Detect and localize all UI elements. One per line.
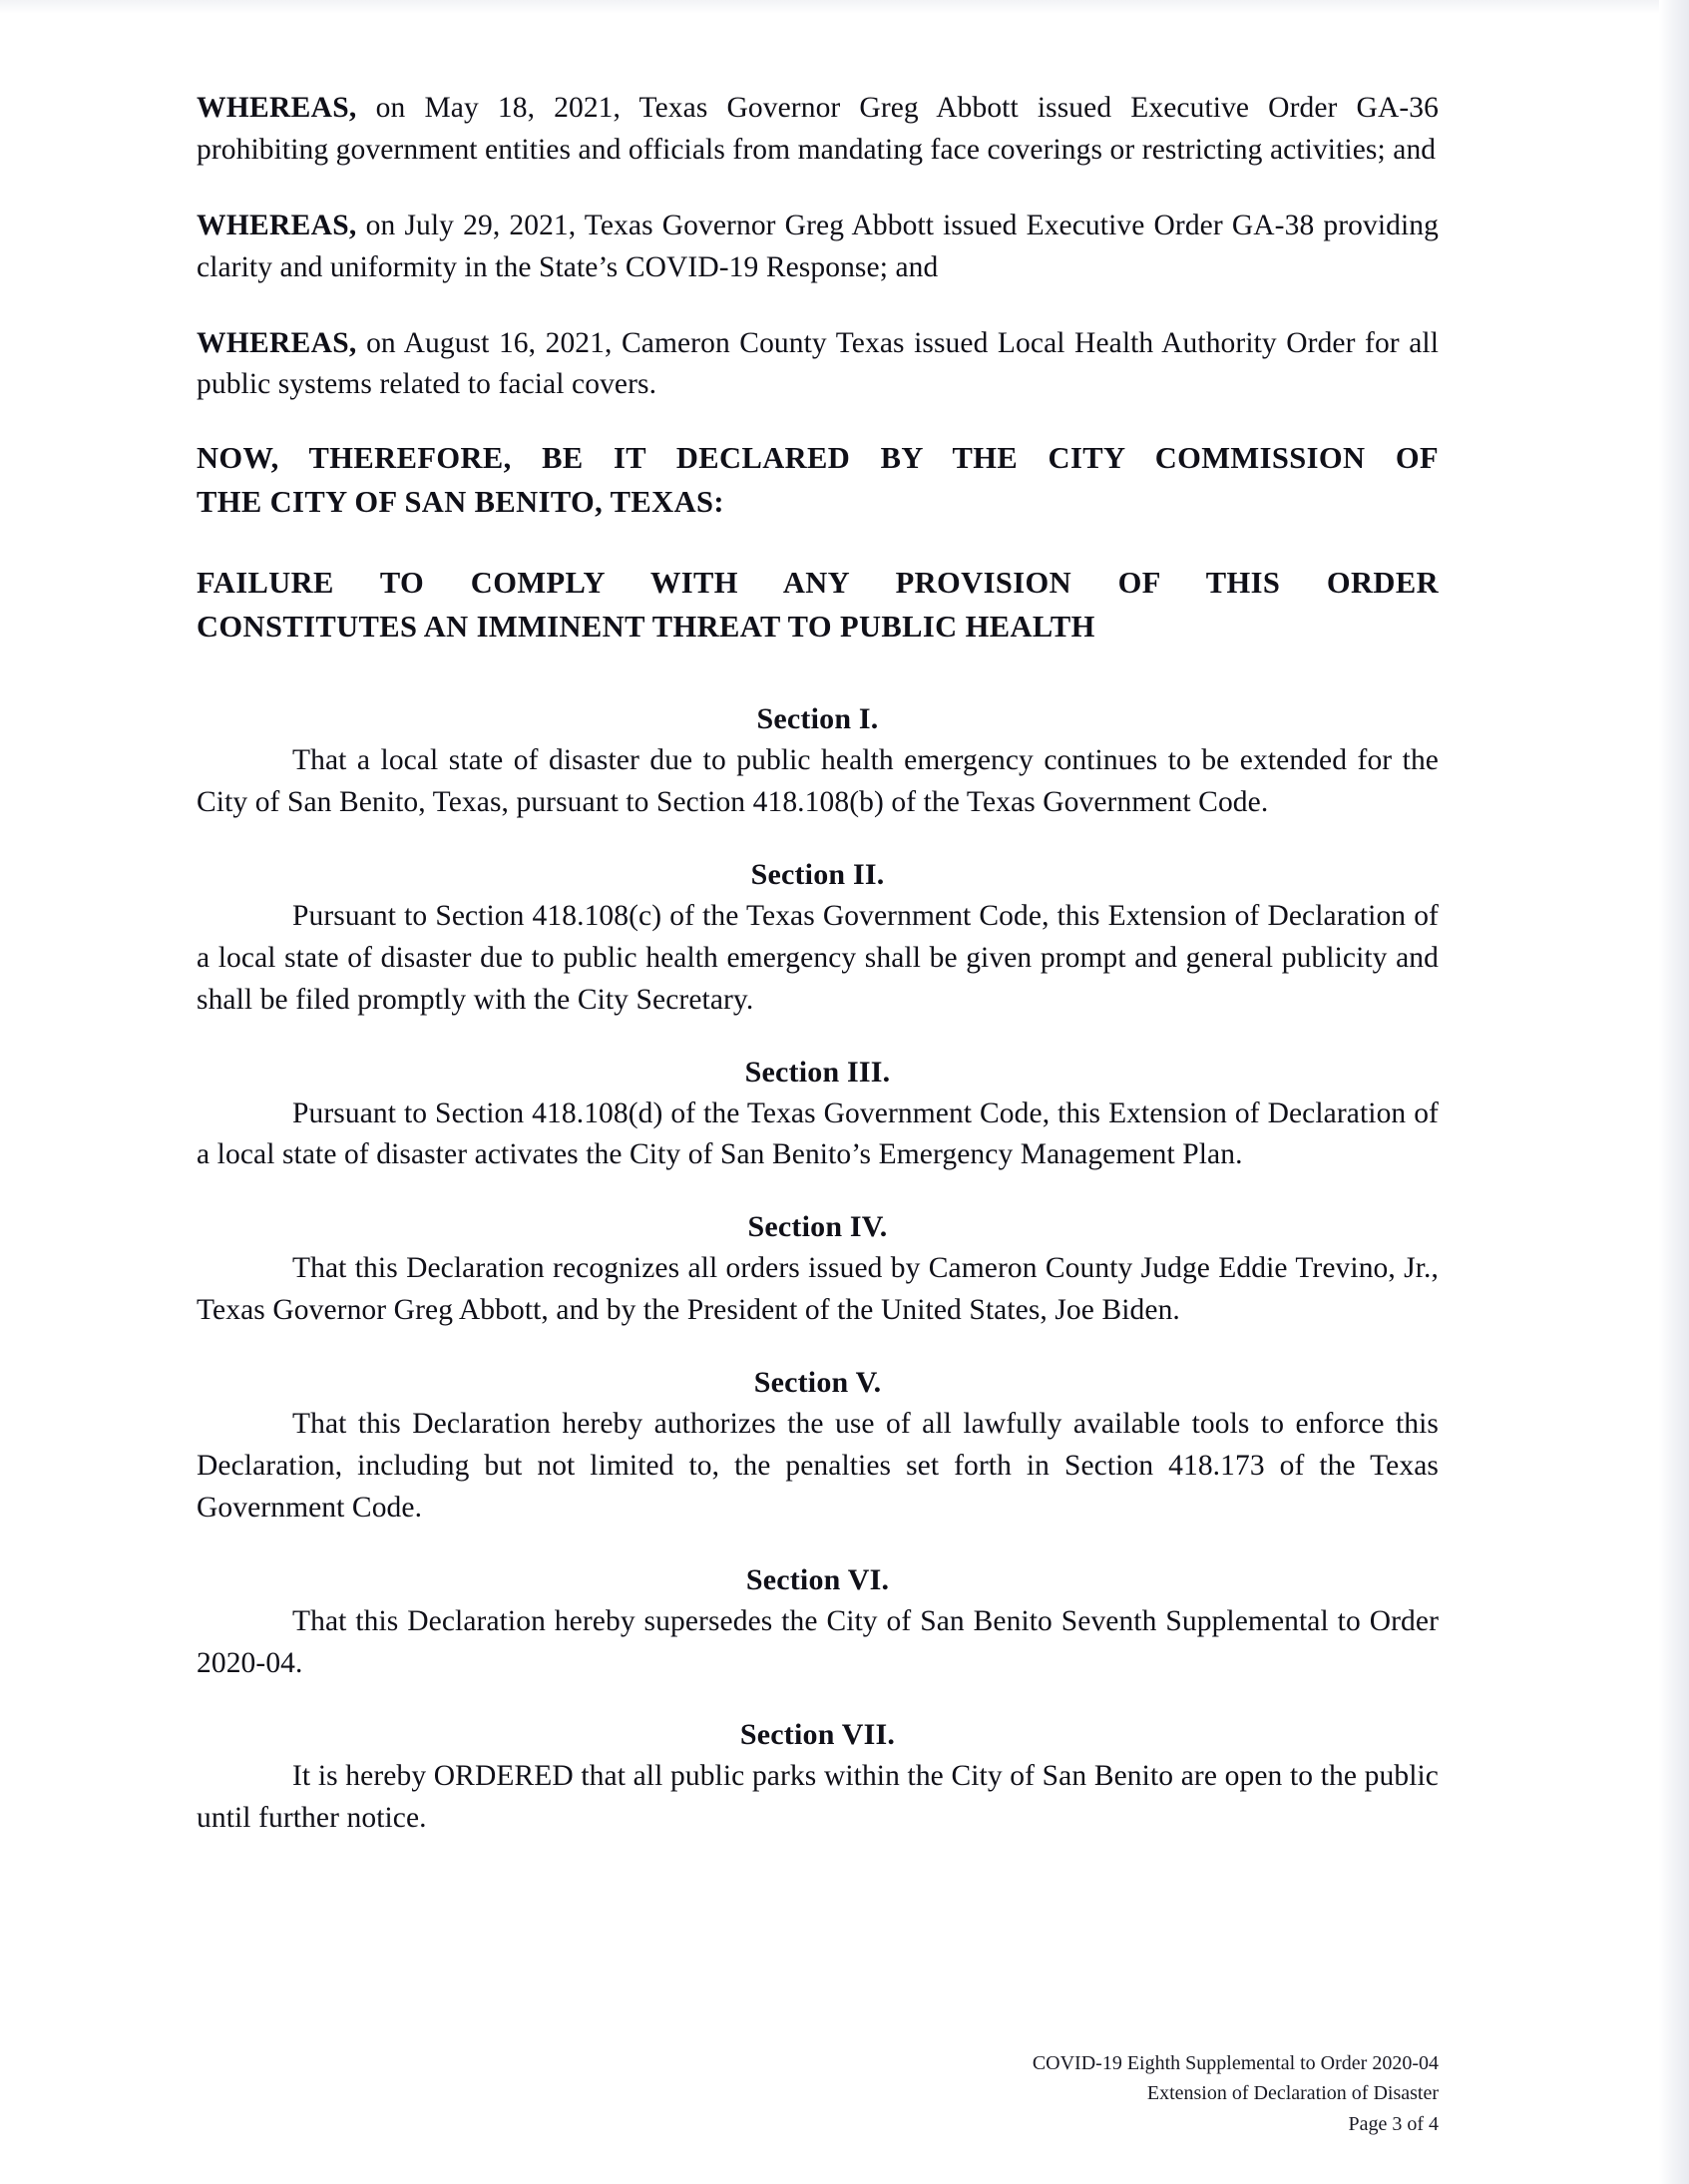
section-heading: Section I. bbox=[756, 702, 879, 736]
section-body: That this Declaration hereby authorizes the use of all lawfully available tools to enforce this Declaration, including but not limited to, the penalties set forth in Section 418.173 of the Texas Government Code. bbox=[197, 1408, 1439, 1524]
declaration-line: FAILURE TO COMPLY WITH ANY PROVISION OF THIS ORDER bbox=[197, 565, 1439, 600]
section-block-v bbox=[197, 1366, 1439, 1529]
section-block-iv bbox=[197, 1210, 1439, 1332]
section-heading: Section VI. bbox=[745, 1562, 890, 1596]
scan-page-edge-line bbox=[1660, 0, 1662, 2184]
section-heading: Section II. bbox=[750, 857, 885, 891]
section-heading: Section VII. bbox=[739, 1718, 896, 1752]
spacer bbox=[197, 684, 1439, 702]
section-block-ii bbox=[197, 858, 1439, 1022]
section-body: Pursuant to Section 418.108(c) of the Texas Government Code, this Extension of Declaration of a local state of disaster due to public health emergency shall be given prompt and general publicity and shall be filed promptly with the City Secretary. bbox=[197, 899, 1439, 1016]
recital-lead: WHEREAS, bbox=[197, 326, 357, 359]
footer-page-number: Page 3 of 4 bbox=[1348, 2112, 1439, 2135]
section-body: That this Declaration recognizes all orders issued by Cameron County Judge Eddie Trevino, Jr., Texas Governor Greg Abbott, and by the President of the United States, Joe Biden. bbox=[197, 1252, 1439, 1327]
declaration-line: NOW, THEREFORE, BE IT DECLARED BY THE CITY COMMISSION OF bbox=[197, 441, 1439, 476]
recital-text: on July 29, 2021, Texas Governor Greg Abbott issued Executive Order GA-38 providing clarity and uniformity in the State’s COVID-19 Response; and bbox=[197, 209, 1439, 283]
section-body: Pursuant to Section 418.108(d) of the Texas Government Code, this Extension of Declaration of a local state of disaster activates the City of San Benito’s Emergency Management Plan. bbox=[197, 1096, 1439, 1171]
section-heading: Section IV. bbox=[747, 1210, 888, 1244]
recital-paragraph bbox=[197, 206, 1439, 289]
section-body: It is hereby ORDERED that all public parks within the City of San Benito are open to the public until further notice. bbox=[197, 1760, 1439, 1835]
declaration-line: CONSTITUTES AN IMMINENT THREAT TO PUBLIC HEALTH bbox=[197, 609, 1095, 644]
footer-document-subtitle: Extension of Declaration of Disaster bbox=[1146, 2082, 1439, 2105]
recital-paragraph bbox=[197, 323, 1439, 407]
section-block-iii bbox=[197, 1056, 1439, 1177]
declaration-heading-now-therefore bbox=[197, 436, 1439, 524]
section-body: That a local state of disaster due to public health emergency continues to be extended for the City of San Benito, Texas, pursuant to Section 418.108(b) of the Texas Government Code. bbox=[197, 744, 1439, 818]
section-body: That this Declaration hereby supersedes the City of San Benito Seventh Supplemental to Order 2020-04. bbox=[197, 1604, 1439, 1679]
footer-document-title: COVID-19 Eighth Supplemental to Order 2020-04 bbox=[1032, 2052, 1439, 2074]
scan-right-edge-shadow bbox=[1659, 0, 1689, 2184]
section-heading: Section III. bbox=[744, 1055, 891, 1089]
recital-lead: WHEREAS, bbox=[197, 92, 357, 124]
section-heading: Section V. bbox=[753, 1366, 882, 1399]
document-body bbox=[197, 88, 1439, 1840]
recital-lead: WHEREAS, bbox=[197, 209, 357, 241]
scan-top-edge bbox=[0, 0, 1689, 14]
section-block-vii bbox=[197, 1718, 1439, 1840]
recital-paragraph bbox=[197, 88, 1439, 172]
section-block-vi bbox=[197, 1563, 1439, 1685]
recital-text: on May 18, 2021, Texas Governor Greg Abbott issued Executive Order GA-36 prohibiting government entities and officials from mandating face coverings or restricting activities; and bbox=[197, 92, 1439, 166]
section-block-i bbox=[197, 702, 1439, 824]
recital-text: on August 16, 2021, Cameron County Texas issued Local Health Authority Order for all public systems related to facial covers. bbox=[197, 326, 1439, 401]
declaration-line: THE CITY OF SAN BENITO, TEXAS: bbox=[197, 485, 724, 520]
page-footer bbox=[820, 2048, 1439, 2139]
declaration-heading-failure-to-comply bbox=[197, 561, 1439, 649]
